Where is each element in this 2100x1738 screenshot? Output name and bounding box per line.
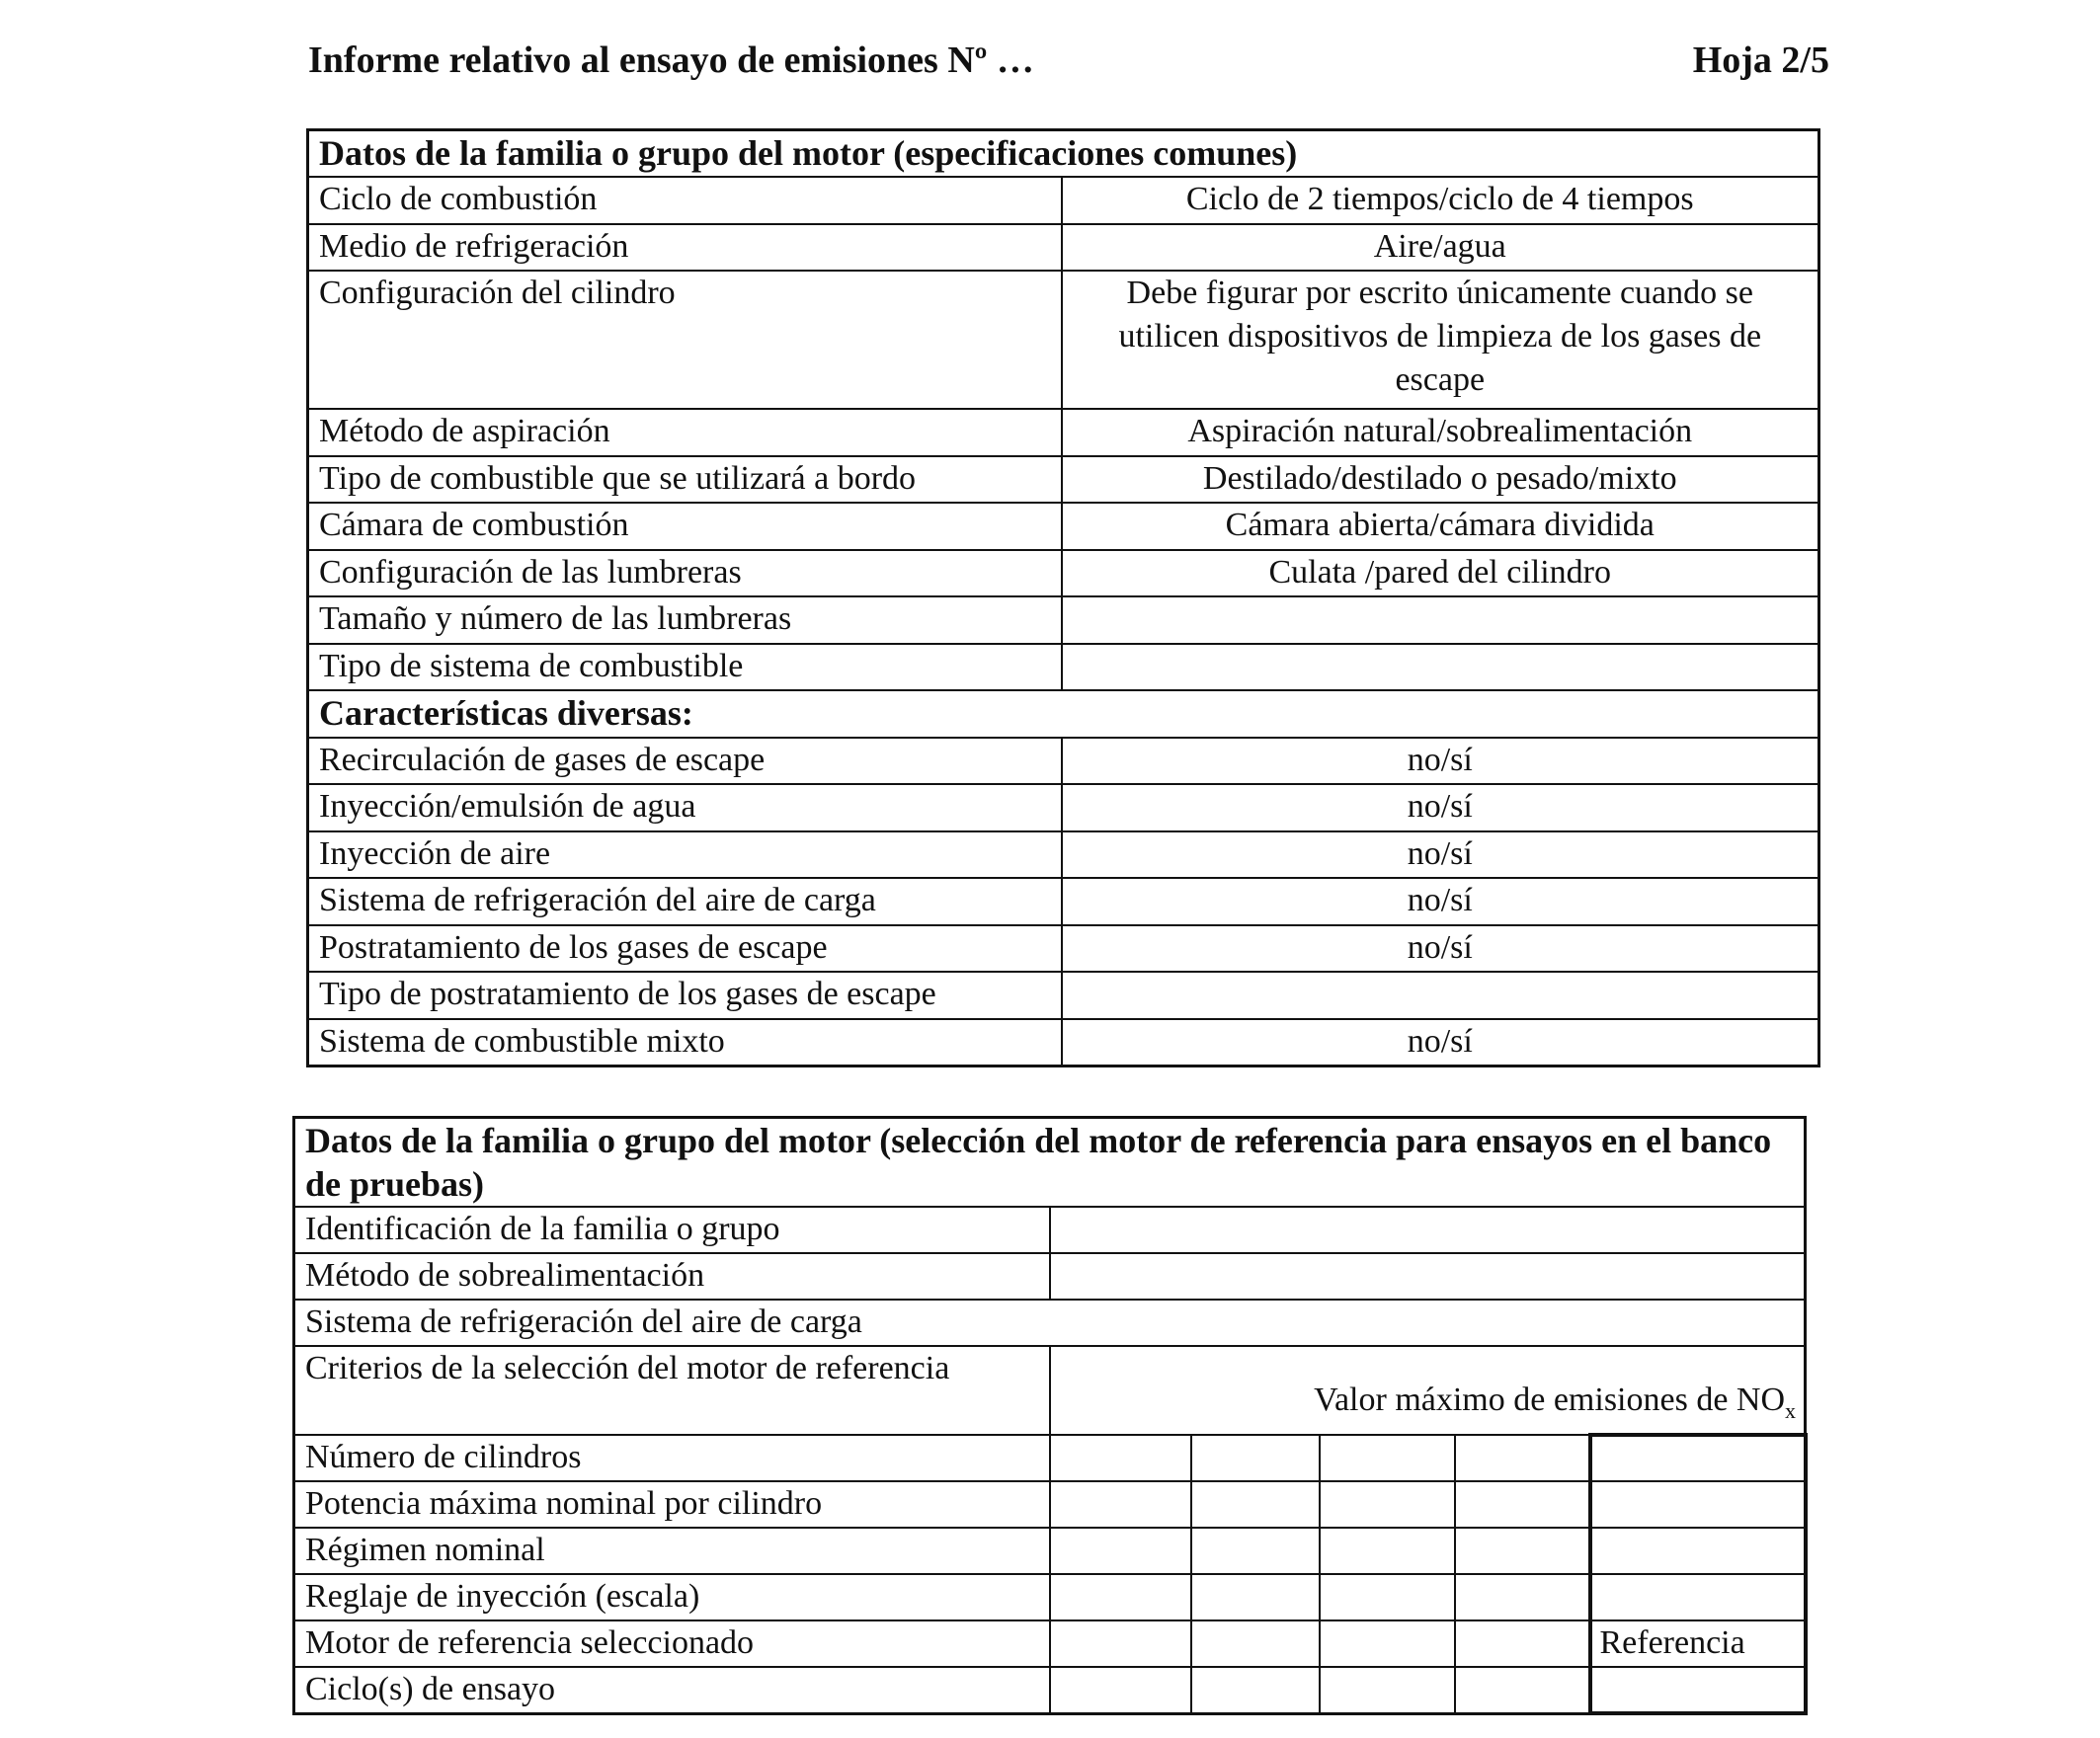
grid-cell (1191, 1620, 1320, 1667)
criteria-text: Valor máximo de emisiones de NO (1314, 1382, 1786, 1419)
row-value: Aspiración natural/sobrealimentación (1062, 409, 1819, 456)
report-title: Informe relativo al ensayo de emisiones Nº … (308, 40, 1034, 81)
reference-cell (1590, 1481, 1806, 1528)
grid-cell (1455, 1528, 1590, 1574)
sheet-number: Hoja 2/5 (1692, 40, 1829, 81)
ref-label: Método de sobrealimentación (294, 1253, 1050, 1300)
grid-cell (1050, 1620, 1191, 1667)
row-value: Ciclo de 2 tiempos/ciclo de 4 tiempos (1062, 177, 1819, 224)
grid-cell (1455, 1574, 1590, 1620)
grid-cell (1320, 1620, 1455, 1667)
misc-label: Postratamiento de los gases de escape (308, 925, 1062, 973)
criteria-label: Criterios de la selección del motor de referencia (294, 1346, 1050, 1435)
row-label: Método de aspiración (308, 409, 1062, 456)
grid-cell (1191, 1574, 1320, 1620)
reference-engine-table (292, 1116, 1808, 1715)
grid-label: Reglaje de inyección (escala) (294, 1574, 1050, 1620)
grid-cell (1050, 1481, 1191, 1528)
criteria-subscript: x (1785, 1398, 1797, 1423)
row-label: Configuración del cilindro (308, 271, 1062, 409)
reference-heading: Datos de la familia o grupo del motor (selección del motor de referencia para ensayos en el banco de pruebas) (294, 1118, 1806, 1208)
misc-label: Tipo de postratamiento de los gases de escape (308, 972, 1062, 1019)
page-header (308, 36, 1829, 85)
row-value (1062, 596, 1819, 644)
misc-value: no/sí (1062, 925, 1819, 973)
grid-label: Número de cilindros (294, 1435, 1050, 1481)
grid-cell (1191, 1528, 1320, 1574)
ref-value (1050, 1253, 1806, 1300)
row-value (1062, 644, 1819, 691)
common-specs-table (306, 128, 1820, 1067)
reference-cell: Referencia (1590, 1620, 1806, 1667)
grid-cell (1455, 1435, 1590, 1481)
misc-label: Sistema de combustible mixto (308, 1019, 1062, 1066)
grid-label: Motor de referencia seleccionado (294, 1620, 1050, 1667)
row-label: Medio de refrigeración (308, 224, 1062, 272)
misc-value: no/sí (1062, 878, 1819, 925)
grid-cell (1320, 1667, 1455, 1713)
misc-heading: Características diversas: (308, 690, 1819, 738)
misc-label: Sistema de refrigeración del aire de carga (308, 878, 1062, 925)
grid-cell (1050, 1528, 1191, 1574)
grid-cell (1320, 1528, 1455, 1574)
grid-label: Ciclo(s) de ensayo (294, 1667, 1050, 1713)
row-label: Ciclo de combustión (308, 177, 1062, 224)
grid-cell (1191, 1481, 1320, 1528)
grid-cell (1191, 1435, 1320, 1481)
misc-label: Inyección de aire (308, 831, 1062, 879)
ref-label: Sistema de refrigeración del aire de carga (294, 1300, 1806, 1346)
misc-value: no/sí (1062, 784, 1819, 831)
reference-cell (1590, 1574, 1806, 1620)
reference-cell (1590, 1435, 1806, 1481)
grid-cell (1455, 1481, 1590, 1528)
misc-value: no/sí (1062, 1019, 1819, 1066)
misc-value: no/sí (1062, 738, 1819, 785)
row-label: Tipo de sistema de combustible (308, 644, 1062, 691)
grid-cell (1320, 1481, 1455, 1528)
reference-cell (1590, 1667, 1806, 1713)
grid-label: Régimen nominal (294, 1528, 1050, 1574)
criteria-value (1050, 1346, 1806, 1435)
ref-label: Identificación de la familia o grupo (294, 1207, 1050, 1253)
row-value: Cámara abierta/cámara dividida (1062, 503, 1819, 550)
misc-label: Recirculación de gases de escape (308, 738, 1062, 785)
grid-cell (1050, 1435, 1191, 1481)
grid-cell (1320, 1435, 1455, 1481)
grid-cell (1455, 1620, 1590, 1667)
row-value: Destilado/destilado o pesado/mixto (1062, 456, 1819, 504)
row-value: Debe figurar por escrito únicamente cuando se utilicen dispositivos de limpieza de los gases de escape (1062, 271, 1819, 409)
grid-cell (1191, 1667, 1320, 1713)
misc-label: Inyección/emulsión de agua (308, 784, 1062, 831)
misc-value: no/sí (1062, 831, 1819, 879)
row-value: Aire/agua (1062, 224, 1819, 272)
grid-cell (1455, 1667, 1590, 1713)
misc-value (1062, 972, 1819, 1019)
grid-cell (1320, 1574, 1455, 1620)
row-label: Tamaño y número de las lumbreras (308, 596, 1062, 644)
grid-cell (1050, 1574, 1191, 1620)
grid-cell (1050, 1667, 1191, 1713)
row-value: Culata /pared del cilindro (1062, 550, 1819, 597)
row-label: Cámara de combustión (308, 503, 1062, 550)
grid-label: Potencia máxima nominal por cilindro (294, 1481, 1050, 1528)
row-label: Tipo de combustible que se utilizará a bordo (308, 456, 1062, 504)
common-specs-heading: Datos de la familia o grupo del motor (especificaciones comunes) (308, 130, 1819, 178)
ref-value (1050, 1207, 1806, 1253)
row-label: Configuración de las lumbreras (308, 550, 1062, 597)
reference-cell (1590, 1528, 1806, 1574)
